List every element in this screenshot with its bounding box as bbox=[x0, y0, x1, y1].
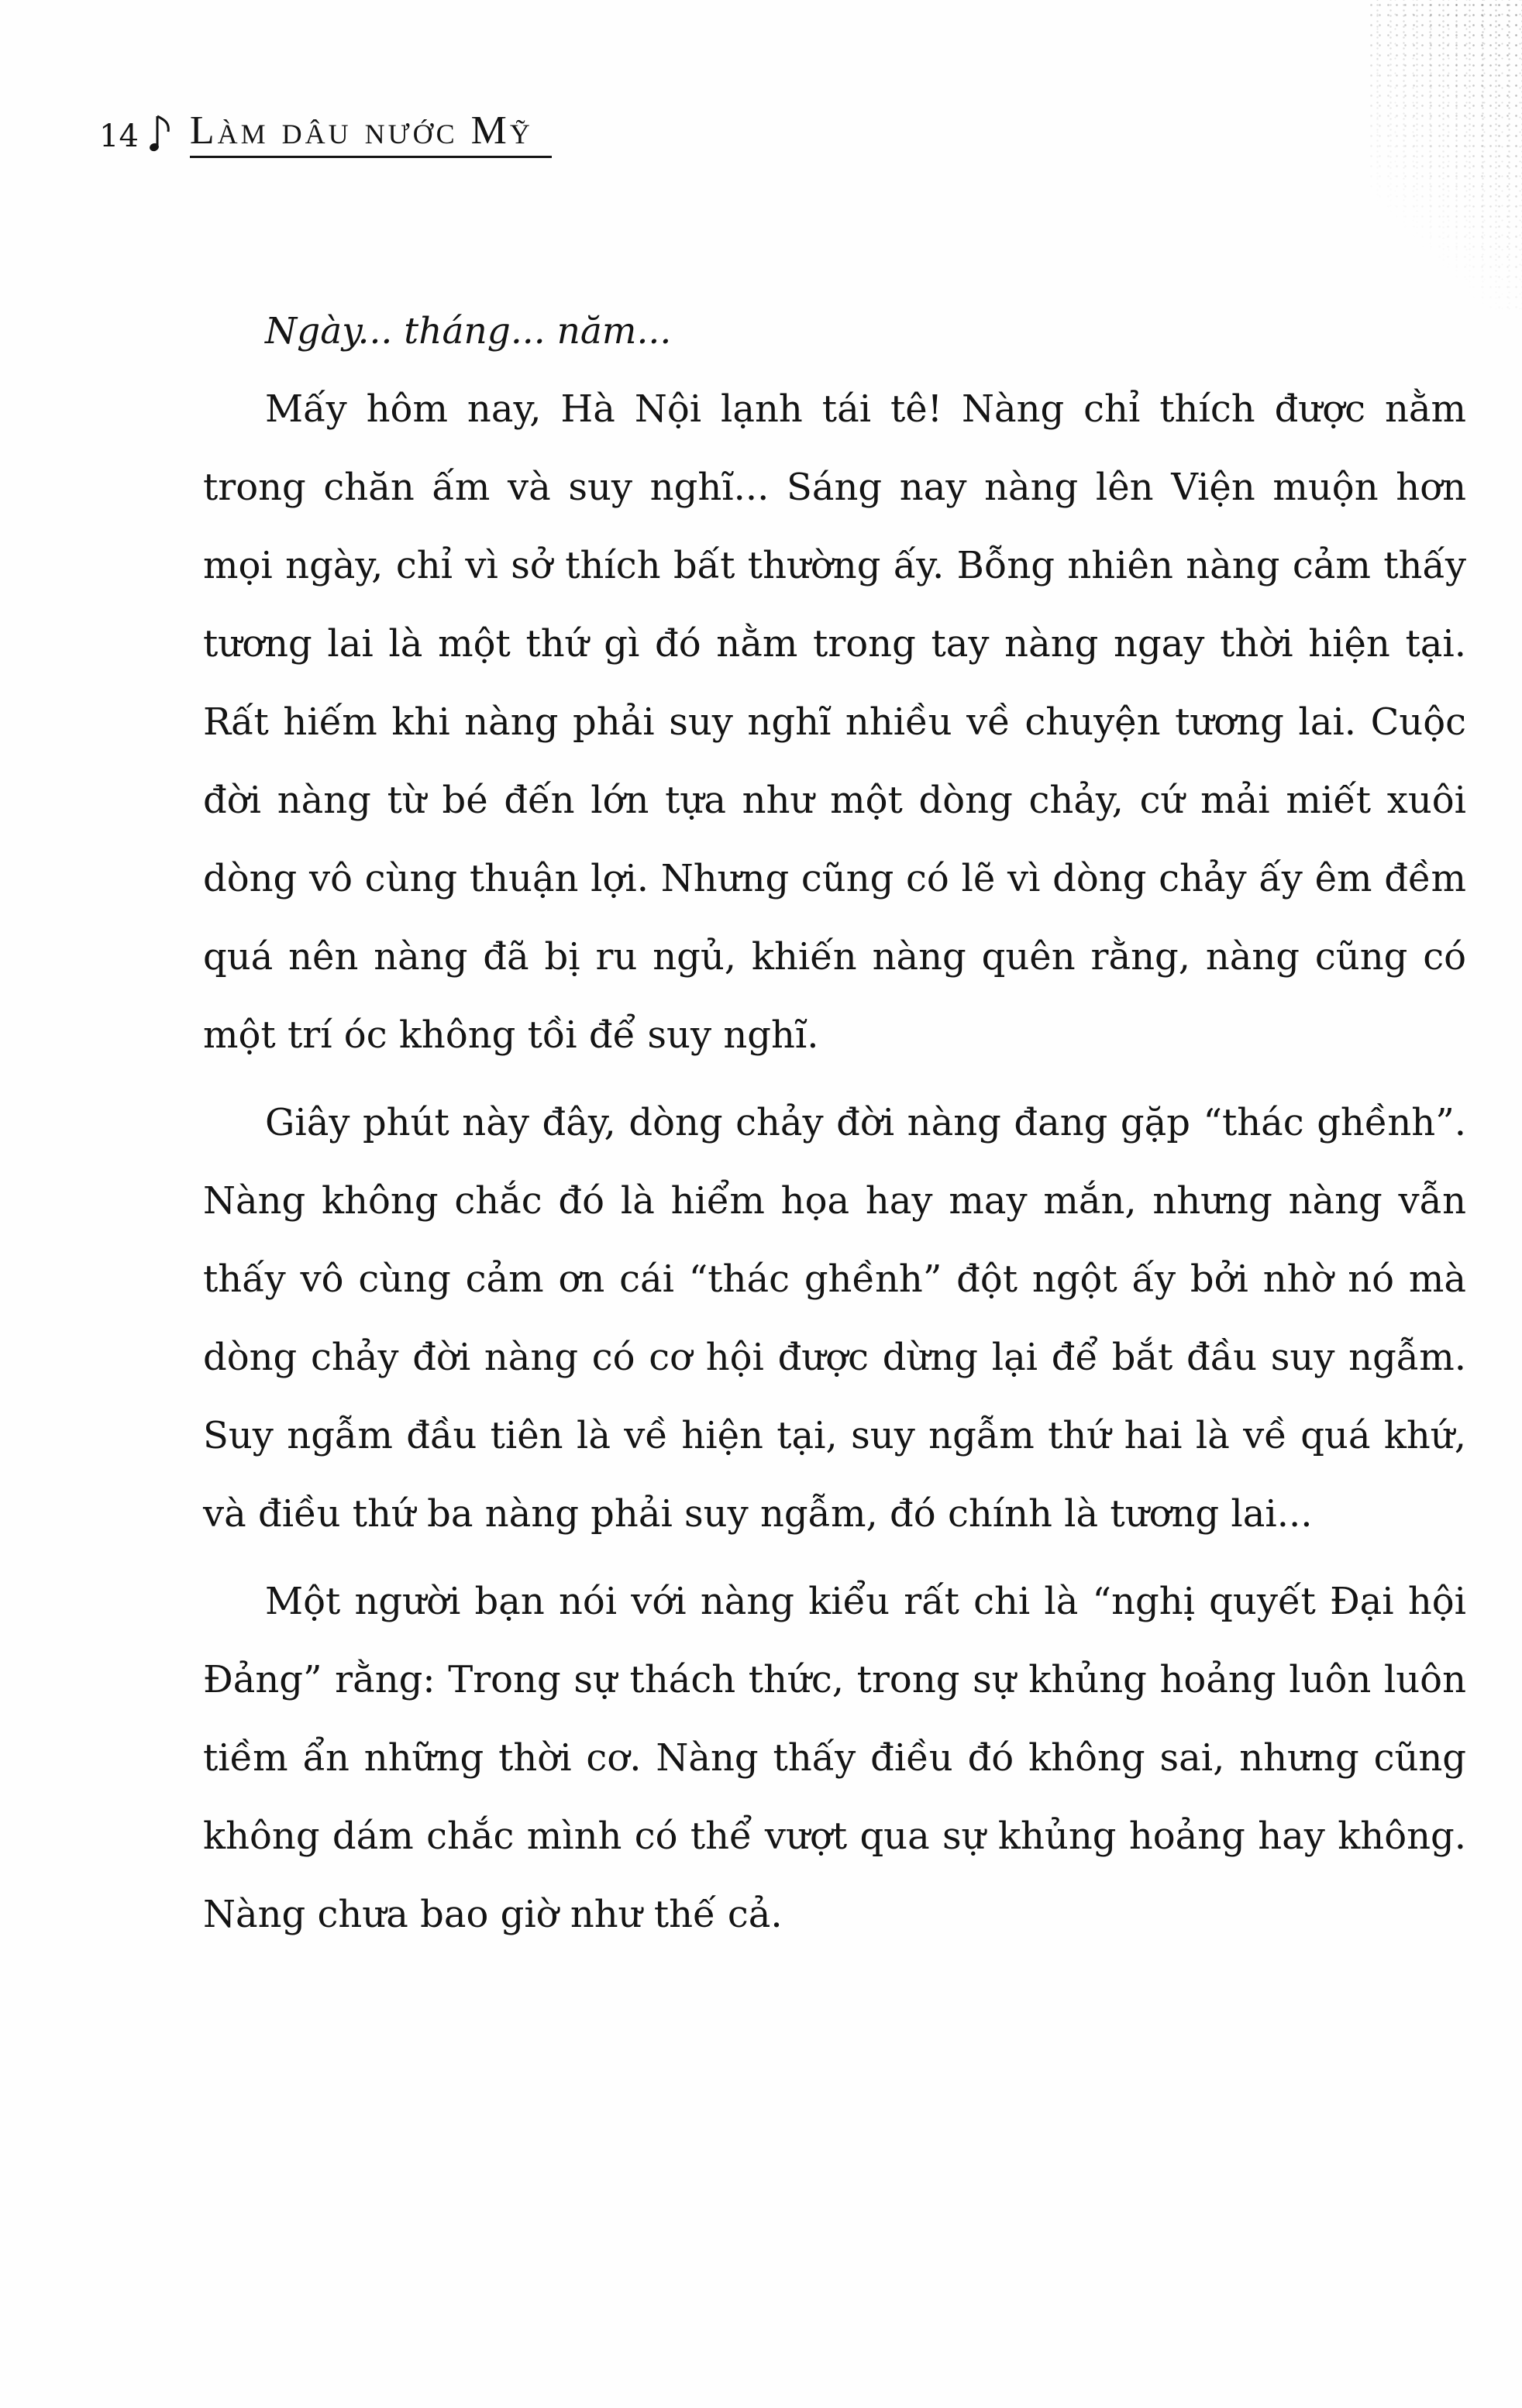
paragraph: Một người bạn nói với nàng kiểu rất chi là “nghị quyết Đại hội Đảng” rằng: Trong sự thách thức, trong sự khủng hoảng luôn luôn tiềm ẩn những thời cơ. Nàng thấy điều đó không sai, nhưng cũng không dám chắc mình có thể vượt qua sự khủng hoảng hay không. Nàng chưa bao giờ như thế cả. bbox=[203, 1580, 1466, 1936]
page-header bbox=[99, 96, 552, 158]
paragraph: Giây phút này đây, dòng chảy đời nàng đang gặp “thác ghềnh”. Nàng không chắc đó là hiểm họa hay may mắn, nhưng nàng vẫn thấy vô cùng cảm ơn cái “thác ghềnh” đột ngột ấy bởi nhờ nó mà dòng chảy đời nàng có cơ hội được dừng lại để bắt đầu suy ngẫm. Suy ngẫm đầu tiên là về hiện tại, suy ngẫm thứ hai là về quá khứ, và điều thứ ba nàng phải suy ngẫm, đó chính là tương lai... bbox=[203, 1101, 1466, 1536]
entry-date-line: Ngày... tháng... năm... bbox=[265, 310, 672, 353]
music-note-icon bbox=[150, 112, 176, 158]
scan-noise bbox=[1367, 0, 1522, 310]
body-text bbox=[203, 370, 1466, 1963]
page-number: 14 bbox=[99, 119, 139, 154]
running-title: Làm dâu nước Mỹ bbox=[190, 111, 552, 158]
paragraph: Mấy hôm nay, Hà Nội lạnh tái tê! Nàng chỉ thích được nằm trong chăn ấm và suy nghĩ... Sáng nay nàng lên Viện muộn hơn mọi ngày, chỉ vì sở thích bất thường ấy. Bỗng nhiên nàng cảm thấy tương lai là một thứ gì đó nằm trong tay nàng ngay thời hiện tại. Rất hiếm khi nàng phải suy nghĩ nhiều về chuyện tương lai. Cuộc đời nàng từ bé đến lớn tựa như một dòng chảy, cứ mải miết xuôi dòng vô cùng thuận lợi. Nhưng cũng có lẽ vì dòng chảy ấy êm đềm quá nên nàng đã bị ru ngủ, khiến nàng quên rằng, nàng cũng có một trí óc không tồi để suy nghĩ. bbox=[203, 387, 1466, 1057]
